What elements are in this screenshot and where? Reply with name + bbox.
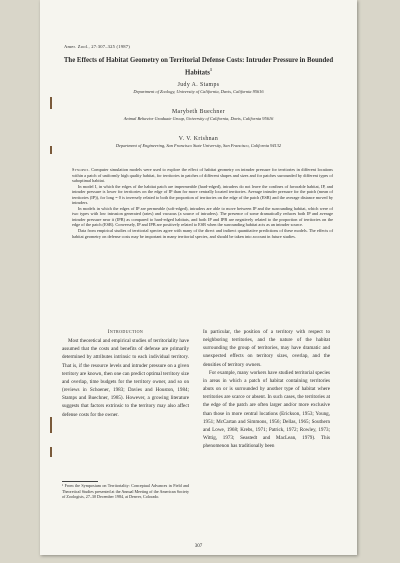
author-name: Marybeth Buechner xyxy=(172,109,225,115)
body-paragraph: For example, many workers have studied territorial species in areas in which a patch of habitat containing territories abuts on or is surrounded by another type of habitat where territories are scarce or absent. In such cases, the territories at the edge of the patch are often larger and/or more exclusive than those in more central locations (Erickson, 1953; Young, 1951; McCartan and Simmons, 1956; Dellas, 1965; Southern and Lowe, 1968; Krebs, 1971; Patrick, 1972; Rowley, 1973; Wittig, 1973; Seastedt and MacLean, 1979). This phenomenon has traditionally been xyxy=(203,369,330,450)
author-affiliation: Animal Behavior Graduate Group, University of California, Davis, California 95616 xyxy=(123,116,274,121)
section-heading: Introduction xyxy=(107,329,144,335)
footnote: ¹ From the Symposium on Territoriality: Conceptual Advances in Field and Theoretical Studies presented at the Annual Meeting of the American Society of Zoologists, 27–30 December 1984, at Denver, Colorado. xyxy=(62,483,189,499)
abstract-paragraph: In models in which the edges of IP are permeable (soft-edged), intruders are able to move between IP and the surrounding habitat, which were of two types with low intrusion generated (rates) and vacuous (a source of intruders). The presence of some dramatically reduces both IP and average intruder pressure near it (IPB) as compared to hard-edged habitats, and both IP and IPB are negatively related to the proportion of territories on the edge of the patch (ESR). Conversely, IP and IPB are positively related to ESR when the surrounding habitat acts as an intruder source. xyxy=(72,205,333,228)
binding-mark xyxy=(50,146,52,154)
author-block xyxy=(68,135,329,149)
body-paragraph: In particular, the position of a territory with respect to neighboring territories, and the nature of the habitat surrounding the group of territories, may have dramatic and unexpected effects on territory sizes, overlap, and the densities of territory owners. xyxy=(203,329,330,368)
journal-page xyxy=(40,0,357,555)
journal-citation: Amer. Zool., 27:307–325 (1987) xyxy=(64,44,130,49)
paper-title xyxy=(60,56,337,77)
abstract-paragraph xyxy=(72,167,333,184)
abstract-paragraph: Data from empirical studies of territorial species agree with many of the direct and indirect quantitative predictions of these models. The effects of habitat geometry on defense costs may be important in many territorial species, and should be taken into account in future studies. xyxy=(72,228,333,239)
footnote-rule xyxy=(62,481,98,482)
title-footnote-mark: 1 xyxy=(209,67,212,72)
abstract-text: Computer simulation models were used to explore the effect of habitat geometry on intruder pressure for territories in different locations within a patch of uniformly high quality habitat, for territories in patches of different shapes and sizes and for patches surrounded by different types of suboptimal habitat. xyxy=(72,167,333,184)
abstract xyxy=(72,167,333,239)
right-column xyxy=(203,328,330,450)
abstract-paragraph: In model I, in which the edges of the habitat patch are impermeable (hard-edged), intruders do not leave the confines of favorable habitat, IP, and intruder pressure is lower for territories on the edge of IP than for more centrally located territories. Average intruder pressure for the patch (mean of territories (IP)), for long = 0 is inversely related to both the proportion of territories on the edge of the patch (ESR) and the average distance moved by intruders. xyxy=(72,183,333,206)
binding-mark xyxy=(50,447,52,457)
abstract-label: Synopsis. xyxy=(72,167,90,172)
author-affiliation: Department of Zoology, University of California, Davis, California 95616 xyxy=(133,89,264,94)
page-number: 307 xyxy=(194,544,203,549)
author-name: V. V. Krishnan xyxy=(178,136,219,142)
author-block xyxy=(68,81,329,95)
left-column xyxy=(62,328,189,419)
author-affiliation: Department of Engineering, San Francisco State University, San Francisco, California 94132 xyxy=(115,143,282,148)
binding-mark xyxy=(50,417,52,433)
author-name: Judy A. Stamps xyxy=(177,82,220,88)
paper-title-text: The Effects of Habitat Geometry on Territorial Defense Costs: Intruder Pressure in Bounded Habitats xyxy=(63,57,334,77)
author-block xyxy=(68,108,329,122)
body-paragraph: Most theoretical and empirical studies of territoriality have assumed that the costs and benefits of defense are primarily determined by attributes intrinsic to each individual territory. That is, if the resource levels and intruder pressure on a given territory are known, then one can predict optimal territory size and overlap, time budgets for the territory owner, and so on (reviews in Schoener, 1983; Davies and Houston, 1984; Stamps and Buechner, 1985). However, a growing literature suggests that factors extrinsic to the territory may also affect defense costs for the owner. xyxy=(62,338,190,418)
binding-mark xyxy=(50,97,52,109)
